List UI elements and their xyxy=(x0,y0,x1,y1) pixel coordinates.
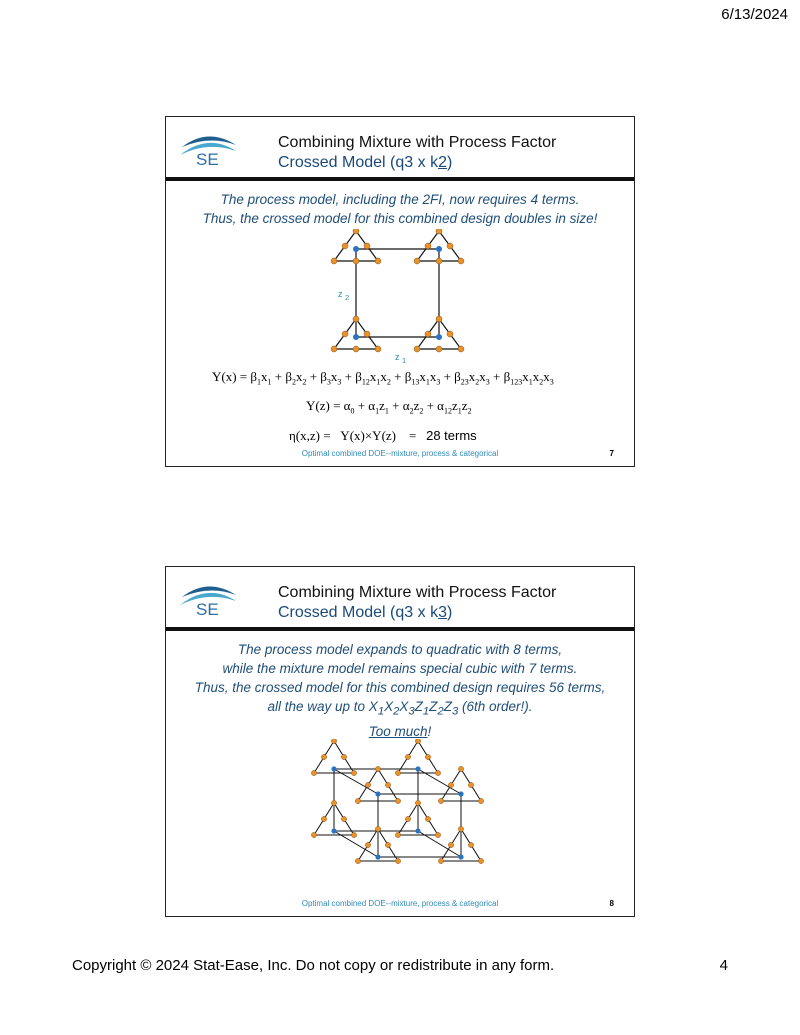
slide-number: 7 xyxy=(609,449,614,458)
slide-title: Combining Mixture with Process Factor xyxy=(278,584,557,601)
body-line: Thus, the crossed model for this combined design doubles in size! xyxy=(202,211,598,226)
body-line: The process model expands to quadratic with 8 terms, xyxy=(237,642,563,657)
body-line: The process model, including the 2FI, now requires 4 terms. xyxy=(220,192,580,207)
header-rule xyxy=(166,627,634,631)
crossed-design-diagram-k3 xyxy=(306,739,496,869)
terms-count: 28 terms xyxy=(426,428,477,443)
slide-footer: Optimal combined DOE--mixture, process & categorical xyxy=(301,899,499,908)
header-rule xyxy=(166,177,634,181)
stat-ease-logo xyxy=(178,129,238,171)
axis-label-z2: z $_2$ xyxy=(338,289,350,302)
slide-title: Combining Mixture with Process Factor xyxy=(278,134,557,151)
slide-subtitle: Crossed Model (q3 x k3) xyxy=(278,604,453,621)
equation-eta: η(x,z) = Y(x)×Y(z) = 28 terms xyxy=(289,428,477,443)
body-line: Thus, the crossed model for this combined design requires 56 terms, xyxy=(194,680,606,695)
stat-ease-logo xyxy=(178,579,238,621)
body-line: all the way up to $X_1X_2X_3Z_1Z_2Z_3$ (6th order!). xyxy=(267,699,533,718)
page-number: 4 xyxy=(719,957,728,974)
equation-yz: $Y(z) = \alpha_0 + \alpha_1z_1 + \alpha_2z_2 + \alpha_{12}z_1z_2$ xyxy=(306,398,472,416)
slide-subtitle: Crossed Model (q3 x k2) xyxy=(278,154,453,171)
body-line: while the mixture model remains special cubic with 7 terms. xyxy=(222,661,578,676)
page-date: 6/13/2024 xyxy=(721,6,788,23)
slide-header xyxy=(166,567,634,629)
copyright-notice: Copyright © 2024 Stat-Ease, Inc. Do not copy or redistribute in any form. xyxy=(72,957,555,974)
slide-body xyxy=(166,190,634,228)
equation-yx: $Y(x) = \beta_1x_1 + \beta_2x_2 + \beta_3x_3 + \beta_{12}x_1x_2 + \beta_{13}x_1x_3 + \beta_{23}x_2x_3 + \beta_{123}x_1x_2x_3$ xyxy=(212,369,554,387)
logo-text: SE xyxy=(196,150,219,169)
slide-7 xyxy=(165,116,635,467)
axis-label-z1: z $_1$ xyxy=(395,352,407,365)
slide-number: 8 xyxy=(609,899,614,908)
slide-footer: Optimal combined DOE--mixture, process & categorical xyxy=(301,449,499,458)
logo-text: SE xyxy=(196,600,219,619)
slide-header xyxy=(166,117,634,179)
slide-8 xyxy=(165,566,635,917)
body-line: Too much! xyxy=(368,723,432,739)
slide-body xyxy=(166,640,634,741)
